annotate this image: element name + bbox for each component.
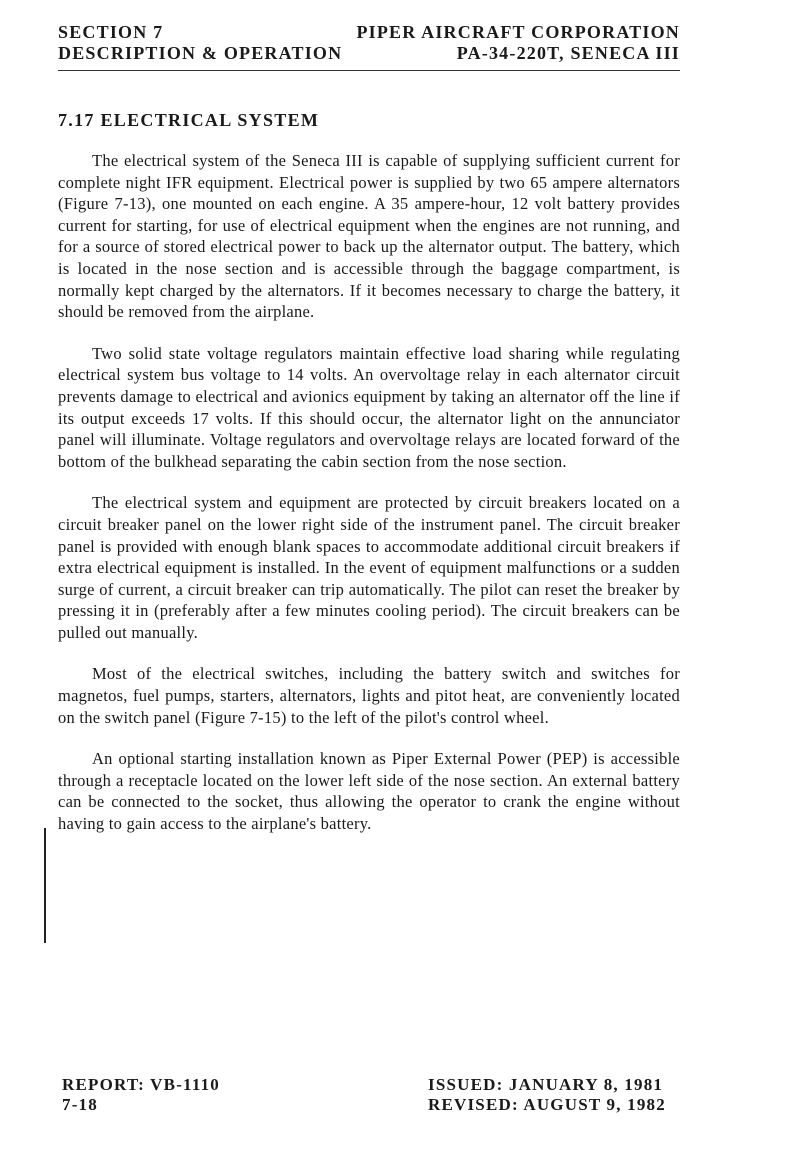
body-text: [58, 150, 680, 855]
issued-date: ISSUED: JANUARY 8, 1981: [428, 1075, 664, 1094]
header-row-top: [58, 22, 680, 43]
company-name: PIPER AIRCRAFT CORPORATION: [356, 22, 680, 42]
paragraph: The electrical system of the Seneca III is capable of supplying sufficient current for complete night IFR equipment. Electrical power is supplied by two 65 ampere alternators (Figure 7-13), one mounted on each engine. A 35 ampere-hour, 12 volt battery provides current for starting, for use of electrical equipment when the engines are not running, and for a source of stored electrical power to back up the alternator output. The battery, which is located in the nose section and is accessible through the baggage compartment, is normally kept charged by the alternators. If it becomes necessary to charge the battery, it should be removed from the airplane.: [58, 151, 680, 322]
report-number: REPORT: VB-1110: [62, 1075, 220, 1094]
footer-row-top: [62, 1075, 682, 1095]
page-number: 7-18: [62, 1095, 98, 1114]
paragraph: Two solid state voltage regulators maintain effective load sharing while regulating electrical system bus voltage to 14 volts. An overvoltage relay in each alternator circuit prevents damage to electrical and avionics equipment by taking an alternator off the line if its output exceeds 17 volts. If this should occur, the alternator light on the annunciator panel will illuminate. Voltage regulators and overvoltage relays are located forward of the bottom of the bulkhead separating the cabin section from the nose section.: [58, 343, 680, 471]
section-title: 7.17 ELECTRICAL SYSTEM: [58, 110, 320, 130]
footer-row-bottom: [62, 1095, 682, 1115]
subsection-label: DESCRIPTION & OPERATION: [58, 43, 343, 63]
header-row-bottom: [58, 43, 680, 64]
paragraph: The electrical system and equipment are protected by circuit breakers located on a circuit breaker panel on the lower right side of the instrument panel. The circuit breaker panel is provided with enough blank spaces to accommodate additional circuit breakers if extra electrical equipment is installed. In the event of equipment malfunctions or a sudden surge of current, a circuit breaker can trip automatically. The pilot can reset the breaker by pressing it in (preferably after a few minutes cooling period). The circuit breakers can be pulled out manually.: [58, 493, 680, 642]
header-divider: [58, 70, 680, 71]
section-label: SECTION 7: [58, 22, 164, 42]
revision-change-bar: [44, 828, 46, 943]
aircraft-model: PA-34-220T, SENECA III: [456, 43, 680, 63]
page-header: [58, 22, 680, 64]
page-footer: [62, 1075, 682, 1115]
revised-date: REVISED: AUGUST 9, 1982: [428, 1095, 666, 1114]
paragraph: Most of the electrical switches, including the battery switch and switches for magnetos, fuel pumps, starters, alternators, lights and pitot heat, are conveniently located on the switch panel (Figure 7-15) to the left of the pilot's control wheel.: [58, 664, 680, 727]
paragraph: An optional starting installation known as Piper External Power (PEP) is accessible through a receptacle located on the lower left side of the nose section. An external battery can be connected to the socket, thus allowing the operator to crank the engine without having to gain access to the airplane's battery.: [58, 749, 680, 834]
